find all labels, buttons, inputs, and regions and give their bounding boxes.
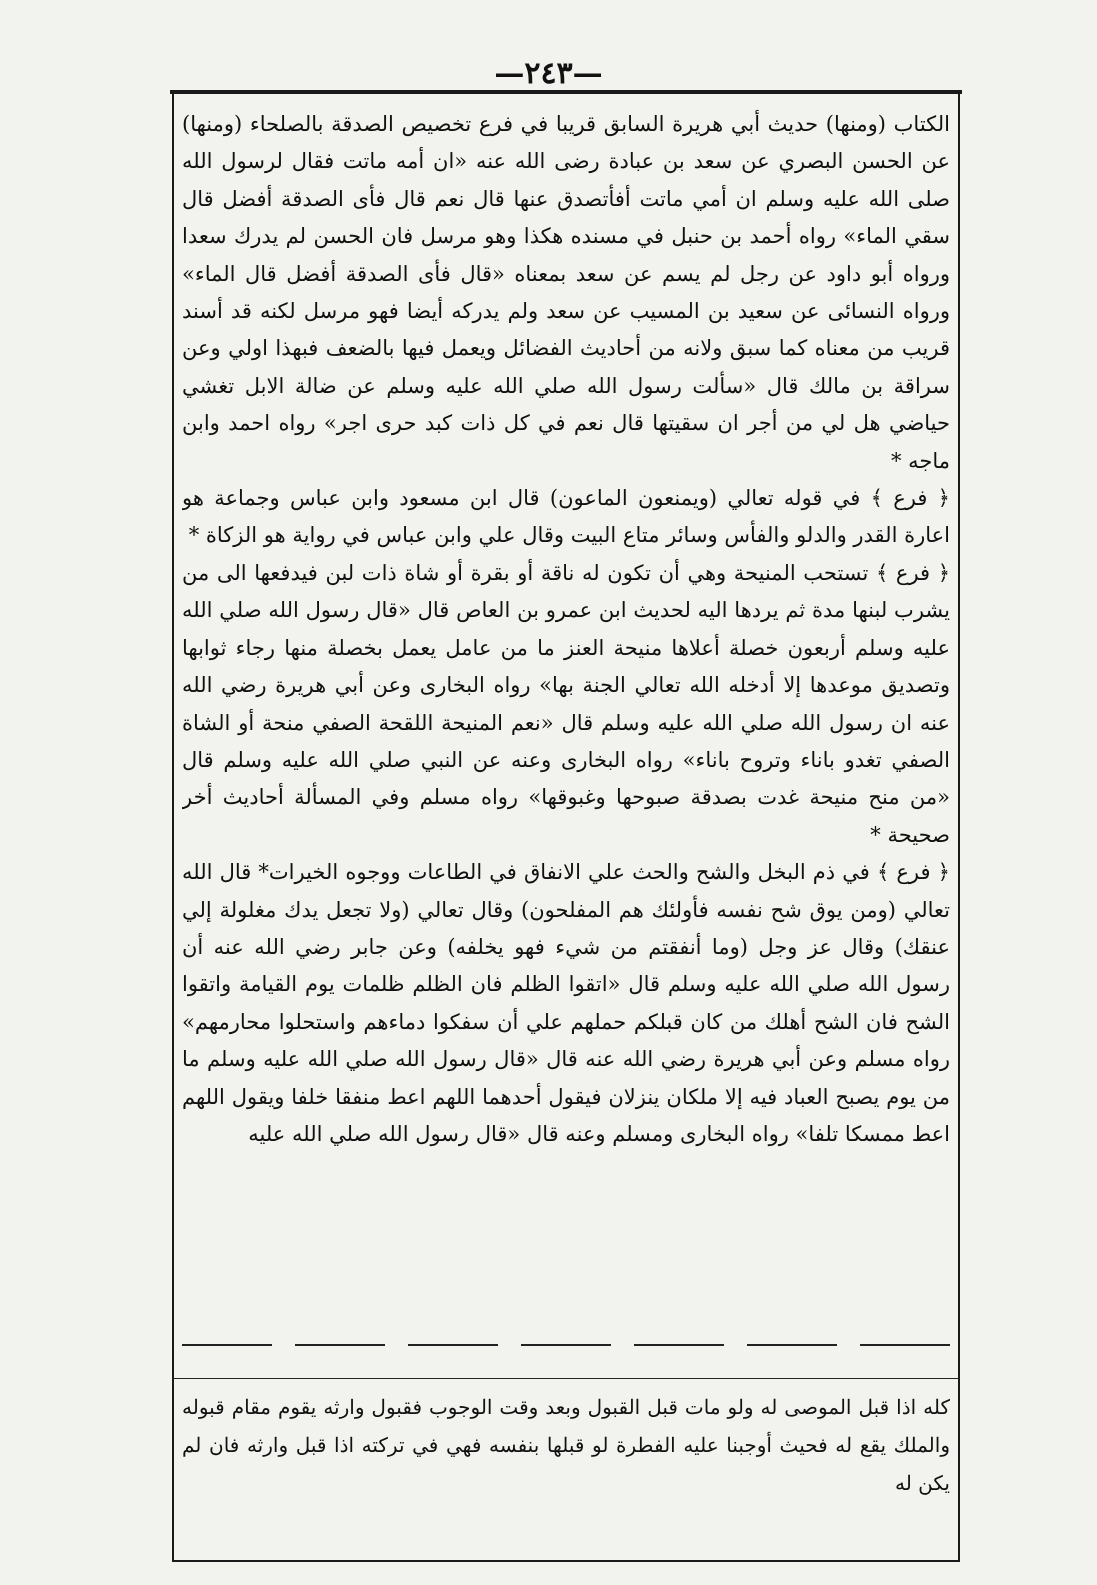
footnote-text: كله اذا قبل الموصى له ولو مات قبل القبول وبعد وقت الوجوب فقبول وارثه يقوم مقام قبوله والملك يقع له فحيث أوجبنا عليه الفطرة لو قبلها بنفسه فهي في تركته اذا قبل وارثه فان لم يكن له <box>182 1395 950 1495</box>
main-text <box>182 106 950 1334</box>
paragraph-3: ﴿ فرع ﴾ تستحب المنيحة وهي أن تكون له ناقة أو بقرة أو شاة ذات لبن فيدفعها الى من يشرب لبنها مدة ثم يردها اليه لحديث ابن عمرو بن العاص قال «قال رسول الله صلي الله عليه وسلم أربعون خصلة أعلاها منيحة العنز ما من عامل يعمل بخصلة منها رجاء ثوابها وتصديق موعدها إلا أدخله الله تعالي الجنة بها» رواه البخارى وعن أبي هريرة رضي الله عنه ان رسول الله صلي الله عليه وسلم قال «نعم المنيحة اللقحة الصفي منحة أو الشاة الصفي تغدو باناء وتروح باناء» رواه البخارى وعنه عن النبي صلي الله عليه وسلم قال «من منح منيحة غدت بصدقة صبوحها وغبوقها» رواه مسلم وفي المسألة أحاديث أخر صحيحة * <box>182 560 950 847</box>
paragraph-1: الكتاب (ومنها) حديث أبي هريرة السابق قريبا في فرع تخصيص الصدقة بالصلحاء (ومنها) عن الحسن البصري عن سعد بن عبادة رضى الله عنه «ان أمه ماتت فقال لرسول الله صلى الله عليه وسلم ان أمي ماتت أفأتصدق عنها قال نعم قال فأى الصدقة أفضل قال سقي الماء» رواه أحمد بن حنبل في مسنده هكذا وهو مرسل فان الحسن لم يدرك سعدا ورواه أبو داود عن رجل لم يسم عن سعد بمعناه «قال فأى الصدقة أفضل قال الماء» ورواه النسائى عن سعيد بن المسيب عن سعد ولم يدركه أيضا فهو مرسل لكنه قد أسند قريب من معناه كما سبق ولانه من أحاديث الفضائل ويعمل فيها بالضعف فبهذا اولي وعن سراقة بن مالك قال «سألت رسول الله صلي الله عليه وسلم عن ضالة الابل تغشي حياضي هل لي من أجر ان سقيتها قال نعم في كل ذات كبد حرى اجر» رواه احمد وابن ماجه * <box>182 112 950 473</box>
page-number: —٢٤٣— <box>494 56 603 91</box>
paragraph-2: ﴿ فرع ﴾ في قوله تعالي (ويمنعون الماعون) قال ابن مسعود وابن عباس وجماعة هو اعارة القدر والدلو والفأس وسائر متاع البيت وقال علي وابن عباس في رواية هو الزكاة * <box>182 486 950 548</box>
footnote-rule <box>172 1378 960 1379</box>
footnote <box>182 1388 950 1548</box>
paragraph-4: ﴿ فرع ﴾ في ذم البخل والشح والحث علي الانفاق في الطاعات ووجوه الخيرات* قال الله تعالي (ومن يوق شح نفسه فأولئك هم المفلحون) وقال تعالي (ولا تجعل يدك مغلولة إلي عنقك) وقال عز وجل (وما أنفقتم من شيء فهو يخلفه) وعن جابر رضي الله عنه أن رسول الله صلي الله عليه وسلم قال «اتقوا الظلم فان الظلم ظلمات يوم القيامة واتقوا الشح فان الشح أهلك من كان قبلكم حملهم علي أن سفكوا دماءهم واستحلوا محارمهم» رواه مسلم وعن أبي هريرة رضي الله عنه قال «قال رسول الله صلي الله عليه وسلم ما من يوم يصبح العباد فيه إلا ملكان ينزلان فيقول أحدهما اللهم اعط منفقا خلفا ويقول اللهم اعط ممسكا تلفا» رواه البخارى ومسلم وعنه قال «قال رسول الله صلي الله عليه <box>182 860 950 1146</box>
footnote-separator <box>182 1344 950 1346</box>
